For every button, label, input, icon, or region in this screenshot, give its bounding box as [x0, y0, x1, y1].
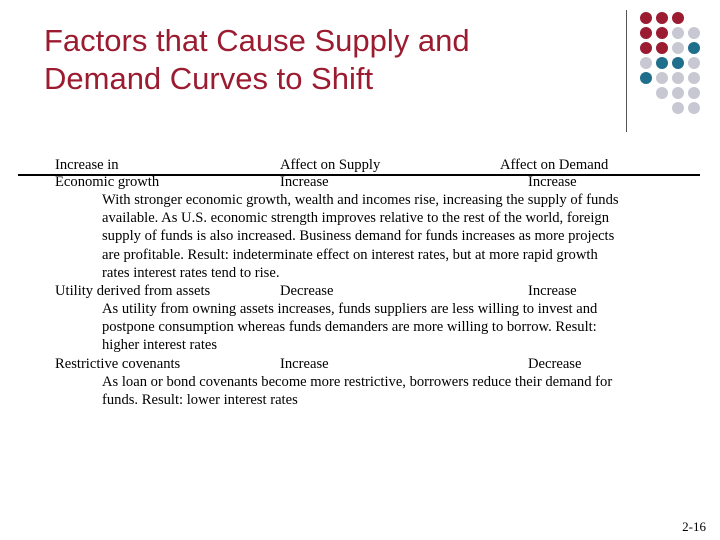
decorative-dot [656, 87, 668, 99]
supply-effect: Decrease [280, 283, 334, 300]
description-line: As utility from owning assets increases, funds suppliers are less willing to invest and [102, 301, 598, 318]
decorative-dot [688, 27, 700, 39]
factor-label: Economic growth [55, 174, 160, 190]
decorative-dot [640, 12, 652, 24]
decorative-dot [672, 27, 684, 39]
decorative-dot [688, 42, 700, 54]
decorative-vertical-line [626, 10, 627, 132]
demand-effect: Increase [528, 174, 577, 190]
header-increase-in: Increase in [55, 157, 119, 173]
demand-effect: Increase [528, 283, 577, 300]
decorative-dot [656, 27, 668, 39]
decorative-dot [640, 27, 652, 39]
decorative-dot [672, 57, 684, 69]
description-line: rates interest rates tend to rise. [102, 264, 280, 281]
factor-description [102, 373, 672, 409]
decorative-dot [688, 72, 700, 84]
decorative-dot [656, 72, 668, 84]
decorative-dot [688, 57, 700, 69]
header-affect-on-demand: Affect on Demand [500, 157, 609, 173]
factor-label: Restrictive covenants [55, 355, 181, 372]
table-row [55, 355, 715, 373]
description-line: As loan or bond covenants become more restrictive, borrowers reduce their demand for [102, 373, 613, 390]
decorative-dot [672, 87, 684, 99]
description-line: are profitable. Result: indeterminate effect on interest rates, but at more rapid growth [102, 246, 598, 263]
supply-effect: Increase [280, 174, 329, 190]
factor-label: Utility derived from assets [55, 283, 211, 300]
decorative-dot [640, 57, 652, 69]
description-line: supply of funds is also increased. Business demand for funds increases as more projects [102, 228, 615, 245]
table-row [55, 282, 715, 300]
description-line: With stronger economic growth, wealth and incomes rise, increasing the supply of funds [102, 192, 619, 208]
decorative-dot-grid [638, 10, 720, 120]
decorative-dot [672, 12, 684, 24]
factor-description [102, 300, 672, 355]
slide-title [44, 22, 604, 98]
decorative-dot [672, 42, 684, 54]
decorative-dot [688, 87, 700, 99]
description-line: higher interest rates [102, 337, 218, 354]
page-number: 2-16 [682, 519, 706, 534]
header-affect-on-supply: Affect on Supply [280, 157, 381, 173]
decorative-dot [656, 42, 668, 54]
demand-effect: Decrease [528, 355, 582, 372]
table-row [55, 173, 715, 191]
slide-title-line-2: Demand Curves to Shift [44, 61, 374, 96]
supply-effect: Increase [280, 355, 329, 372]
decorative-dot [640, 42, 652, 54]
factor-description [102, 191, 672, 282]
decorative-dot [672, 102, 684, 114]
factors-table [55, 157, 715, 409]
table-header-row [55, 157, 715, 173]
description-line: funds. Result: lower interest rates [102, 391, 298, 408]
decorative-dot [656, 57, 668, 69]
description-line: available. As U.S. economic strength improves relative to the rest of the world, foreign [102, 210, 609, 227]
slide-title-line-1: Factors that Cause Supply and [44, 23, 470, 58]
decorative-dot [672, 72, 684, 84]
decorative-dot [656, 12, 668, 24]
decorative-dot [640, 72, 652, 84]
description-line: postpone consumption whereas funds demanders are more willing to borrow. Result: [102, 319, 597, 336]
decorative-dot [688, 102, 700, 114]
